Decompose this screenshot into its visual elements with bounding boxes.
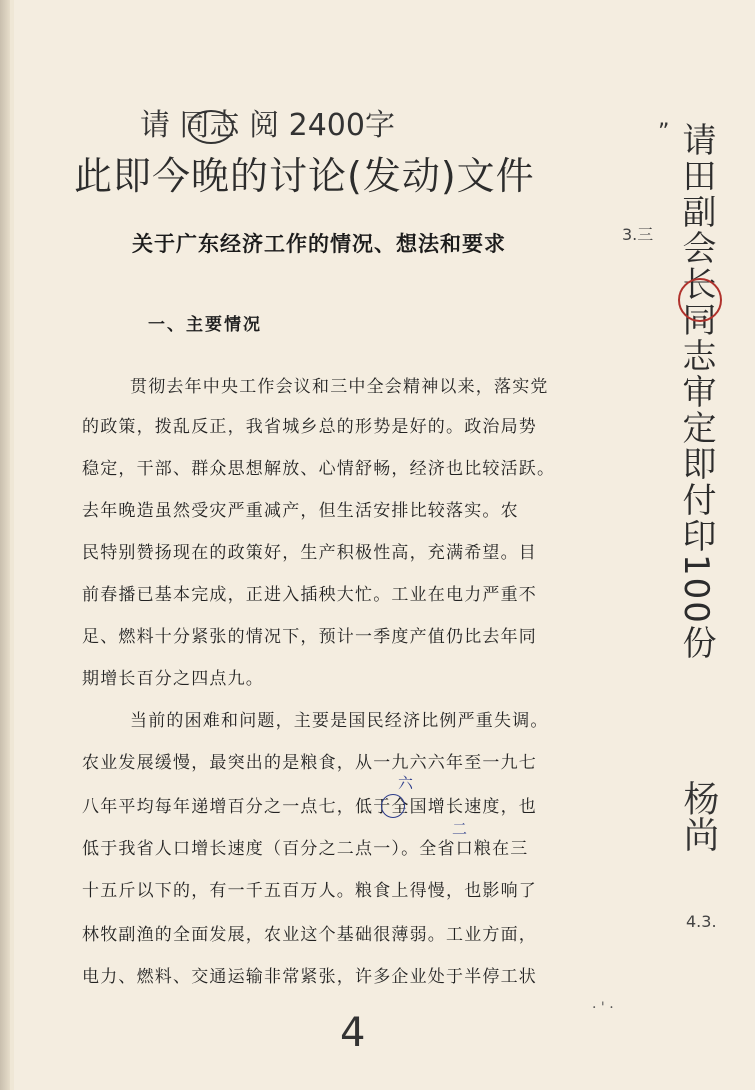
body-line: 贯彻去年中央工作会议和三中全会精神以来，落实党 xyxy=(130,377,549,397)
handwritten-note-top-1: 请 同志 阅 2400字 xyxy=(140,108,395,143)
handwritten-date-bottom: 4.3. xyxy=(686,912,717,931)
corner-dot-mark: · ' · xyxy=(592,1000,614,1016)
section-heading: 一、主要情况 xyxy=(148,315,262,335)
body-line: 前春播已基本完成，正进入插秧大忙。工业在电力严重不 xyxy=(82,585,537,605)
handwritten-circle-mark xyxy=(188,110,234,144)
inline-correction-mark: 六 xyxy=(398,774,414,792)
handwritten-signature: 杨尚 xyxy=(678,780,719,852)
body-line: 稳定，干部、群众思想解放、心情舒畅，经济也比较活跃。 xyxy=(82,459,556,479)
page-edge xyxy=(0,0,10,1090)
body-line: 当前的困难和问题，主要是国民经济比例严重失调。 xyxy=(130,711,549,731)
body-line: 林牧副渔的全面发展，农业这个基础很薄弱。工业方面， xyxy=(82,925,537,945)
body-line: 期增长百分之四点九。 xyxy=(82,669,264,689)
body-line: 民特别赞扬现在的政策好，生产积极性高，充满希望。目 xyxy=(82,543,537,563)
body-line: 八年平均每年递增百分之一点七，低于全国增长速度，也 xyxy=(82,797,537,817)
handwritten-date-top: 3.三 xyxy=(622,225,654,244)
body-line: 低于我省人口增长速度（百分之二点一）。全省口粮在三 xyxy=(82,839,529,859)
handwritten-side-note: 请田副会长同志审定即付印100份 xyxy=(676,122,716,661)
handwritten-red-circle xyxy=(678,278,722,322)
body-line: 足、燃料十分紧张的情况下，预计一季度产值仍比去年同 xyxy=(82,627,537,647)
handwritten-page-number: 4 xyxy=(340,1010,366,1056)
body-line: 的政策，拨乱反正，我省城乡总的形势是好的。政治局势 xyxy=(82,417,537,437)
body-line: 农业发展缓慢，最突出的是粮食，从一九六六年至一九七 xyxy=(82,753,537,773)
body-line: 去年晚造虽然受灾严重减产，但生活安排比较落实。农 xyxy=(82,501,519,521)
handwritten-quote-mark: ” xyxy=(658,120,670,145)
inline-correction-mark: 二 xyxy=(452,820,468,838)
body-line: 电力、燃料、交通运输非常紧张，许多企业处于半停工状 xyxy=(82,967,537,987)
body-line: 十五斤以下的，有一千五百万人。粮食上得慢，也影响了 xyxy=(82,881,537,901)
handwritten-note-top-2: 此即今晚的讨论(发动)文件 xyxy=(74,154,535,198)
inline-correction-circle xyxy=(381,794,405,818)
document-title: 关于广东经济工作的情况、想法和要求 xyxy=(132,231,506,256)
